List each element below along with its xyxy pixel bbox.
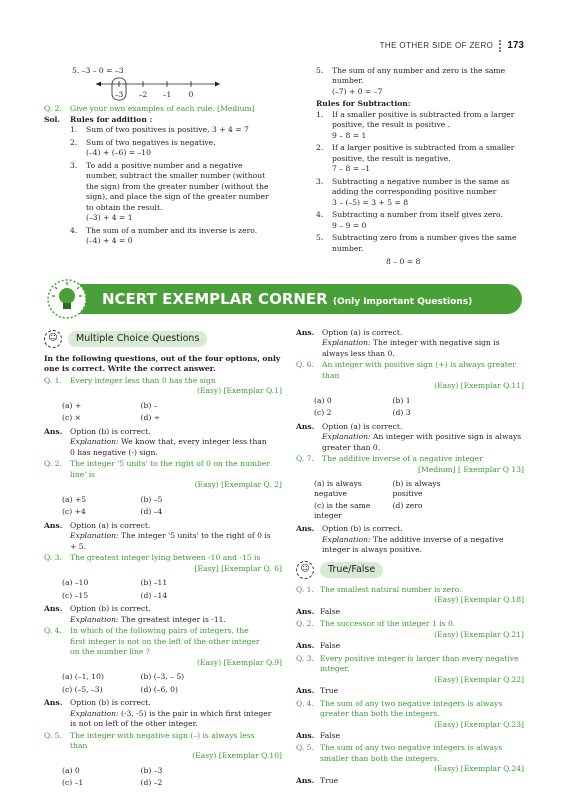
mcq-heading-label: Multiple Choice Questions [68,331,207,347]
top-right-column [316,66,524,268]
rule-body [332,66,524,97]
rule-line: The sum of any number and zero is the same [332,66,506,75]
explanation-line [322,535,524,544]
question-tag: (Easy) [Exemplar Q.23] [434,719,524,729]
rule-number: 3. [70,160,78,170]
rule-line: Subtracting a negative number is the same as [332,176,510,186]
rule-line: To add a positive number and a negative [86,160,243,170]
question-tag: (Easy) [Exemplar Q.22] [434,674,524,684]
explanation-line [322,349,524,358]
explanation-text: The additive inverse of a negative [372,534,504,544]
exemplar-banner [40,276,524,320]
answer-text: Option (a) is correct. [322,328,403,337]
option: (c) is the same integer [314,501,371,520]
answer-text: Option (a) is correct. [70,520,151,530]
explanation-line [70,719,282,728]
question-line: The successor of the integer 1 is 0. [320,619,456,629]
q2-level: [Medium] [217,104,255,114]
subtraction-heading: Rules for Subtraction: [316,99,411,109]
header-separator [499,40,501,52]
explanation [296,535,524,555]
question [44,553,282,574]
question-line: The sum of any two negative integers is always [320,743,503,753]
rule-line: The sum of a number and its inverse is zero. [86,225,258,235]
rule-line: positive, the result is positive . [332,120,451,130]
option: (b) 1 [392,395,411,405]
answer-label: Ans. [296,328,315,337]
question-line: The greatest integer lying between -10 and -15 is [70,553,261,563]
rule-item [70,161,282,224]
sol-label: Sol. [44,114,61,124]
question-line: Every integer less than 0 has the sign [70,375,216,385]
answer-text: Option (a) is correct. [322,421,403,431]
answer-text: Option (b) is correct. [70,604,151,614]
option: (a) –10 [62,578,89,588]
rule-line: 7 – 8 = –1 [332,164,371,174]
question-tag: [Easy] [Exemplar Q. 6] [194,563,282,573]
option: (a) 0 [62,765,80,775]
tf-question [296,619,524,640]
explanation-text: + 5. [70,541,87,551]
answer-text: Option (b) is correct. [70,698,151,708]
option: (b) is always positive [392,479,441,498]
rule-number: 1. [70,125,78,135]
answer-row [296,731,524,740]
question-line: than [322,370,340,380]
question [44,731,282,762]
rule-item [70,125,282,135]
explanation-line [70,437,282,446]
explanation [44,709,282,729]
explanation-text: greater than 0. [322,442,381,452]
explanation-line [322,338,524,347]
answer-text: False [320,730,341,740]
explanation-label: Explanation: [70,708,119,718]
answer-text: False [320,606,341,616]
explanation-text: 0 has negative (-) sign. [70,447,158,457]
option: (d) –14 [140,590,168,600]
number-line-label: –3 [114,90,124,100]
rule-item [316,110,524,141]
explanation-label: Explanation: [322,338,371,348]
answer-label: Ans. [44,698,63,708]
option: (d) ÷ [140,413,161,423]
explanation-text: The integer with negative sign is [372,338,500,348]
rule-number: 1. [316,109,324,119]
rule-number: 2. [70,137,78,147]
question-number: Q. 3. [296,653,314,663]
rule-number: 4. [70,225,78,235]
rule-line: Subtracting a number from itself gives zero. [332,210,503,220]
mcq-heading [44,330,282,348]
answer-label: Ans. [296,775,315,785]
subtraction-rules [316,110,524,254]
question-text [322,454,524,475]
question-tag: (Easy) [Exemplar Q.18] [434,595,524,605]
rule-line: adding the corresponding positive number [332,187,497,197]
option: (a) is always negative [314,479,362,498]
question-text [322,360,524,391]
question-number: Q. 4. [44,626,62,636]
question-line: line' is [70,469,96,479]
mcq-right-questions [296,328,524,555]
answer-label: Ans. [296,421,315,431]
rule-line: number. [332,243,364,253]
options-grid [44,766,219,788]
question-text [70,626,282,668]
answer-row [296,607,524,616]
explanation-text: always less than 0. [322,348,395,358]
answer-row [44,427,282,436]
explanation-line [322,545,524,554]
rule-line: If a larger positive is subtracted from a smaller [332,143,515,153]
explanation-text: integer is always positive. [322,545,423,555]
answer-label: Ans. [296,606,315,616]
question-line: greater than both the integers. [320,709,440,719]
rule-number: 4. [316,210,324,220]
smiley-icon: ☺ [44,330,62,348]
explanation-line [70,709,282,718]
q2-text: Give your own examples of each rule. [70,104,215,114]
option: (b) –11 [140,578,168,588]
question-tag: (Easy) [Exemplar Q.24] [434,764,524,774]
answer-text: False [320,641,341,651]
question-tag: (Easy) [Exemplar Q.11] [434,381,524,391]
question-text [320,619,524,640]
question-line: smaller than both the integers. [320,753,440,763]
question-number: Q. 7. [296,454,314,464]
rule-line: the sign) from the greater number (without the [86,181,269,191]
question-text [320,585,524,606]
tf-question [296,585,524,606]
rule-body [332,233,524,254]
rule-line: 9 – 9 = 0 [332,220,367,230]
explanation [44,437,282,457]
explanation [44,531,282,551]
banner-title [102,290,472,309]
banner-subtitle: (Only Important Questions) [332,297,473,307]
rule-line: positive, the result is negative. [332,153,451,163]
question-line: The sum of any two negative integers is always [320,698,503,708]
question-text [320,699,524,730]
rule-line: to obtain the result. [86,202,163,212]
explanation-text: We know that, every integer less than [120,437,267,447]
question-line: In which of the following pairs of integers, the [70,626,249,636]
question-number: Q. 5. [44,730,62,740]
answer-label: Ans. [296,730,315,740]
answer-text: True [320,775,339,785]
answer-label: Ans. [44,604,63,614]
question-text [70,459,282,490]
rule-item [316,210,524,231]
explanation-text: is not on left of the other integer. [70,719,198,729]
addition-rules [44,125,282,246]
answer-label: Ans. [44,520,63,530]
tf-heading [296,561,524,579]
explanation-text: The integer '5 units' to the right of 0 is [120,531,271,541]
explanation [296,338,524,358]
mcq-intro-2: one is correct. Write the correct answer. [44,364,216,374]
item-5-right [316,66,524,97]
item-5-left: 5. –3 – 0 = –3 [72,66,124,75]
chapter-title: THE OTHER SIDE OF ZERO [379,41,494,51]
page-header [380,40,524,53]
option: (d) –2 [140,778,163,788]
option: (d) zero [392,501,423,511]
question-number: Q. 2. [44,459,62,469]
answer-label: Ans. [296,641,315,651]
option: (b) – [140,400,158,410]
mcq-left-questions [44,376,282,788]
rule-line: 3 – (–5) = 3 + 5 = 8 [332,197,409,207]
mcq-left-column [44,328,282,792]
option: (c) –1 [62,778,84,788]
question [296,360,524,391]
question-line: The smallest natural number is zero. [320,584,462,594]
explanation-label: Explanation: [322,432,371,442]
explanation-text: An integer with positive sign is always [372,432,522,442]
number-line-label: –1 [162,90,172,100]
question-line: Every positive integer is larger than every negative [320,653,519,663]
options-grid [44,495,219,517]
question [44,626,282,668]
explanation-line [322,443,524,452]
number-line-label: –2 [138,90,148,100]
rule-body [86,138,282,159]
rule-item [316,66,524,97]
explanation-line [70,531,282,540]
rule-body [332,177,524,208]
answer-label: Ans. [44,426,63,436]
subtraction-last-example: 8 – 0 = 8 [386,257,421,267]
tf-question [296,699,524,730]
rule-line: sign), and place the sign of the greater number [86,192,269,202]
question-text [70,553,282,574]
explanation [44,615,282,624]
question-tag: (Easy) [Exemplar Q. 2] [194,480,282,490]
answer-text: Option (b) is correct. [322,524,403,534]
rule-body [86,226,282,247]
question-number: Q. 6. [296,360,314,370]
question [44,376,282,397]
question-line: first integer is not on the left of the other integer [70,636,260,646]
option: (b) (–3, – 5) [140,672,185,682]
lightbulb-icon [44,278,90,320]
question-line: integer. [320,664,350,674]
question-number: Q. 4. [296,698,314,708]
options-grid [44,672,219,694]
explanation-label: Explanation: [322,534,371,544]
answer-row [44,604,282,613]
rule-line: Sum of two positives is positive, 3 + 4 = 7 [86,125,249,135]
option: (c) 2 [314,408,332,418]
explanation-line [322,432,524,441]
explanation-line [70,615,282,624]
question-text [70,376,282,397]
number-line-label: 0 [188,90,194,100]
option: (a) (–1, 10) [62,672,104,682]
question-tag: (Easy) [Exemplar Q.9] [197,657,282,667]
explanation-line [70,542,282,551]
question-line: on the number line ? [70,647,150,657]
rule-line: (–4) + (–6) = –10 [86,148,151,158]
option: (b) –5 [140,494,163,504]
option: (a) +5 [62,494,87,504]
explanation-text: (-3, -5) is the pair in which first integer [120,708,272,718]
option: (c) × [62,413,81,423]
option: (c) –15 [62,590,89,600]
question-text [320,743,524,774]
explanation [296,432,524,452]
answer-text: True [320,686,339,696]
rule-line: If a smaller positive is subtracted from a larger [332,109,515,119]
options-grid [44,401,219,423]
rule-line: (–3) + 4 = 1 [86,213,133,223]
sol-row [44,115,282,124]
answer-row [44,698,282,707]
question-number: Q. 3. [44,553,62,563]
answer-row [296,641,524,650]
question-tag: (Easy) [Exemplar Q.10] [192,751,282,761]
rule-line: Sum of two negatives is negative. [86,137,216,147]
question-line: The additive inverse of a negative integer [322,454,483,464]
q2-row [44,104,282,113]
top-left-column [44,66,282,249]
option: (b) –3 [140,765,163,775]
options-grid [44,578,219,600]
explanation-label: Explanation: [70,531,119,541]
question-tag: [Medium] [ Exemplar Q 13] [417,464,524,474]
answer-row [296,328,524,337]
tf-question [296,743,524,774]
rule-line: 9 – 8 = 1 [332,130,367,140]
option: (d) 3 [392,408,411,418]
true-false-list [296,585,524,786]
explanation-label: Explanation: [70,614,119,624]
question-number: Q. 1. [44,375,62,385]
answer-row [296,422,524,431]
question-text [70,731,282,762]
tf-question [296,654,524,685]
banner-main-title: NCERT EXEMPLAR CORNER [102,290,328,308]
question-line: An integer with positive sign (+) is always greater [322,360,516,370]
question-tag: (Easy) [Exemplar Q.21] [434,629,524,639]
question-number: Q. 2. [296,619,314,629]
rule-item [70,226,282,247]
options-grid [296,396,471,418]
question [44,459,282,490]
answer-text: Option (b) is correct. [70,426,151,436]
mcq-intro-1: In the following questions, out of the four options, only [44,354,281,363]
rule-body [86,125,282,135]
rule-body [86,161,282,224]
answer-label: Ans. [296,524,315,534]
number-line [96,76,296,102]
rule-item [70,138,282,159]
answer-row [296,776,524,785]
rule-item [316,177,524,208]
rule-body [332,143,524,174]
option: (c) +4 [62,507,86,517]
rule-body [332,110,524,141]
option: (d) (–6, 0) [140,684,178,694]
mcq-right-column [296,328,524,786]
rule-line: Subtracting zero from a number gives the same [332,233,517,243]
question-line: than [70,740,88,750]
option: (d) –4 [140,507,163,517]
question-line: The integer '5 units' to the right of 0 on the number [70,459,271,469]
rule-item [316,233,524,254]
answer-row [44,521,282,530]
explanation-text: The greatest integer is -11. [120,614,226,624]
sol-heading: Rules for addition : [70,114,153,124]
rule-body [332,210,524,231]
option: (a) 0 [314,395,332,405]
answer-label: Ans. [296,686,315,696]
page-number: 173 [507,40,524,51]
rule-line: (–4) + 4 = 0 [86,236,133,246]
question-text [320,654,524,685]
explanation-label: Explanation: [70,437,119,447]
question-number: Q. 5. [296,743,314,753]
rule-number: 5. [316,66,324,75]
option: (a) + [62,400,82,410]
rule-line: (–7) + 0 = –7 [332,86,383,96]
options-grid [296,479,471,520]
explanation-line [70,448,282,457]
question-tag: (Easy) [Exemplar Q.1] [197,386,282,396]
rule-line: number. [332,76,364,86]
question-number: Q. 1. [296,584,314,594]
answer-row [296,524,524,533]
q2-number: Q. 2. [44,104,62,114]
question-line: The integer with negative sign (–) is always less [70,730,255,740]
rule-number: 5. [316,233,324,243]
rule-item [316,143,524,174]
smiley-icon: ☺ [296,561,314,579]
rule-number: 2. [316,143,324,153]
answer-row [296,686,524,695]
option: (c) (–5, –3) [62,684,103,694]
rule-line: number, subtract the smaller number (without [86,171,266,181]
question [296,454,524,475]
rule-number: 3. [316,176,324,186]
tf-heading-label: True/False [320,562,383,578]
